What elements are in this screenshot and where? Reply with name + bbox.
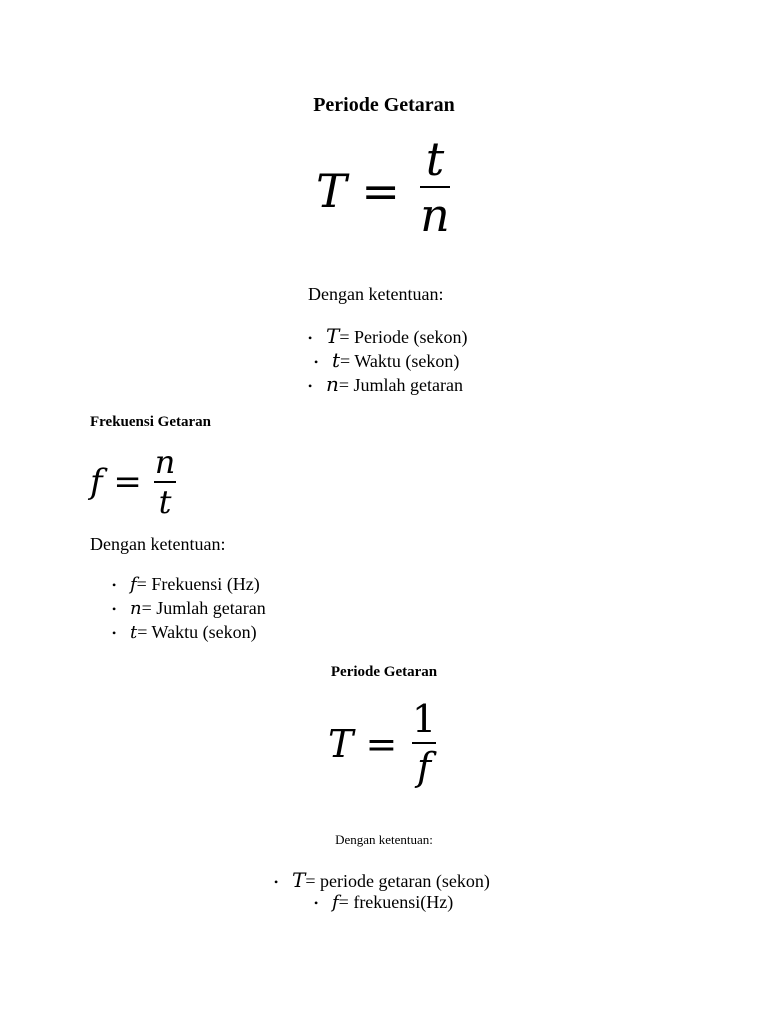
list-item: • t= Waktu (sekon) (314, 348, 460, 372)
section-title-frekuensi: Frekuensi Getaran (90, 414, 211, 430)
fraction-numerator: 1 (412, 697, 437, 741)
list-item: • n= Jumlah getaran (308, 372, 464, 396)
list-item: • n= Jumlah getaran (112, 598, 266, 619)
list-item: • T= periode getaran (sekon) (274, 868, 490, 892)
formula-lhs: f = (90, 462, 142, 502)
list-item: • f= frekuensi(Hz) (314, 892, 454, 913)
fraction-denominator: t (158, 483, 172, 521)
bullet-icon: • (112, 626, 117, 641)
bullet-icon: • (308, 331, 313, 346)
conditions-label: Dengan ketentuan: (90, 534, 226, 554)
list-item: • T= Periode (sekon) (308, 324, 468, 348)
bullet-icon: • (274, 875, 279, 890)
list-item: • t= Waktu (sekon) (112, 622, 257, 643)
fraction-numerator: n (154, 443, 176, 481)
bullet-icon: • (112, 602, 117, 617)
bullet-icon: • (314, 355, 319, 370)
list-item: • f= Frekuensi (Hz) (112, 574, 260, 595)
bullet-icon: • (314, 896, 319, 911)
formula-fraction (412, 697, 437, 789)
formula-lhs: T = (328, 722, 398, 766)
bullet-icon: • (112, 578, 117, 593)
conditions-label: Dengan ketentuan: (335, 832, 433, 847)
conditions-label: Dengan ketentuan: (308, 284, 444, 304)
fraction-denominator: n (420, 188, 450, 242)
bullet-icon: • (308, 379, 313, 394)
fraction-denominator: f (417, 745, 432, 789)
section-title-periode-2: Periode Getaran (330, 664, 438, 680)
formula-lhs: T = (316, 164, 400, 218)
section-title-periode: Periode Getaran (313, 94, 455, 116)
formula-fraction (154, 443, 176, 521)
formula-fraction (420, 132, 450, 242)
fraction-bar (412, 742, 436, 744)
fraction-numerator: t (425, 132, 445, 186)
